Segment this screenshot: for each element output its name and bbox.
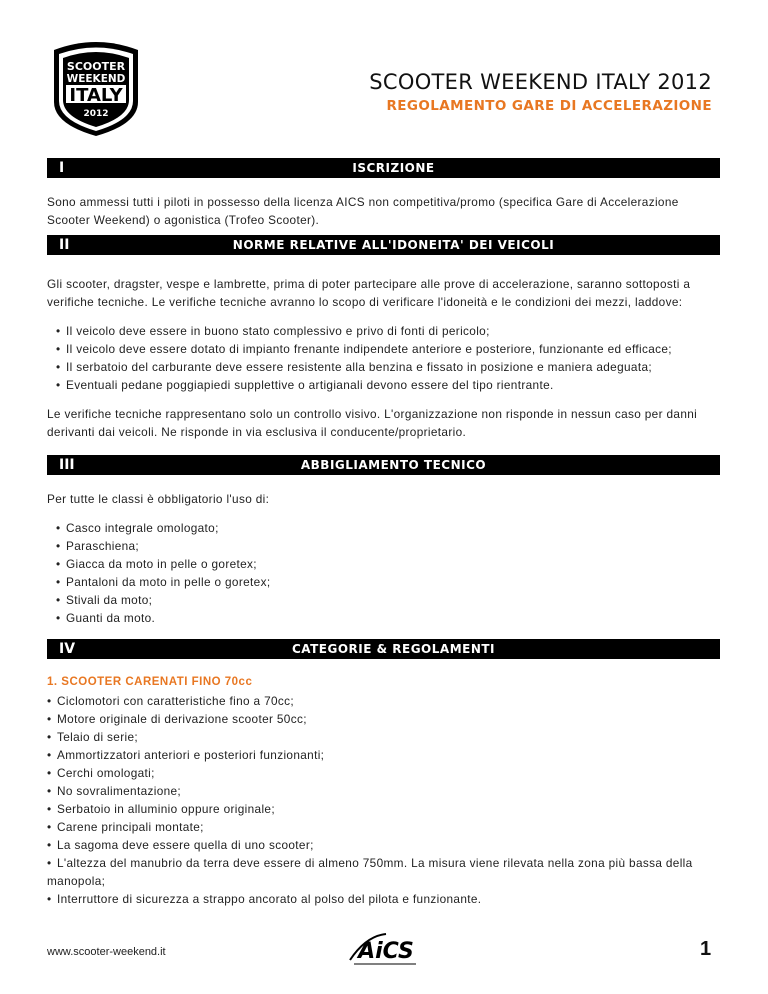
list-item: • No sovralimentazione; xyxy=(47,784,182,798)
section-3-intro: Per tutte le classi è obbligatorio l'uso di: xyxy=(47,492,270,506)
list-item: • La sagoma deve essere quella di uno scooter; xyxy=(47,838,314,852)
aics-logo xyxy=(346,930,422,970)
logo-line-1: SCOOTER xyxy=(66,60,126,73)
equipment-list xyxy=(56,519,270,627)
list-item: • Telaio di serie; xyxy=(47,730,139,744)
vehicle-requirements-list xyxy=(56,322,672,394)
list-item: • Pantaloni da moto in pelle o goretex; xyxy=(56,575,271,589)
scooter-weekend-logo xyxy=(50,36,142,138)
list-item: • Carene principali montate; xyxy=(47,820,204,834)
list-item: • Il serbatoio del carburante deve essere resistente alla benzina e fissato in posizione e maniera adeguata; xyxy=(56,360,652,374)
list-item: • Stivali da moto; xyxy=(56,593,153,607)
list-item: • Casco integrale omologato; xyxy=(56,521,219,535)
logo-line-2: WEEKEND xyxy=(66,73,126,85)
list-item: • Motore originale di derivazione scooter 50cc; xyxy=(47,712,307,726)
document-subtitle: REGOLAMENTO GARE DI ACCELERAZIONE xyxy=(386,98,712,114)
logo-line-3: ITALY xyxy=(69,85,123,106)
list-item: • Il veicolo deve essere dotato di impianto frenante indipendete anteriore e posteriore, funzionante ed efficace; xyxy=(56,342,672,356)
page-number: 1 xyxy=(700,938,712,960)
category-heading: 1. SCOOTER CARENATI FINO 70cc xyxy=(47,676,253,688)
list-item: • L'altezza del manubrio da terra deve essere di almeno 750mm. La misura viene rilevata nella zona più bassa della manopola; xyxy=(47,856,693,888)
section-title: NORME RELATIVE ALL'IDONEITA' DEI VEICOLI xyxy=(232,238,555,252)
section-2-note: Le verifiche tecniche rappresentano solo un controllo visivo. L'organizzazione non risponde in nessun caso per danni derivanti dai veicoli. Ne risponde in via esclusiva il conducente/proprietario. xyxy=(47,407,698,439)
aics-logo-text: AiCS xyxy=(358,939,414,964)
list-item: • Giacca da moto in pelle o goretex; xyxy=(56,557,257,571)
list-item: • Interruttore di sicurezza a strappo ancorato al polso del pilota e funzionante. xyxy=(47,892,482,906)
list-item: • Il veicolo deve essere in buono stato complessivo e privo di fonti di pericolo; xyxy=(56,324,490,338)
section-number: IV xyxy=(59,641,76,657)
category-rules-list xyxy=(47,692,720,908)
list-item: • Ammortizzatori anteriori e posteriori funzionanti; xyxy=(47,748,325,762)
document-title: SCOOTER WEEKEND ITALY 2012 xyxy=(369,70,712,94)
section-bar-3 xyxy=(47,455,720,475)
section-title: CATEGORIE & REGOLAMENTI xyxy=(291,642,496,656)
section-bar-2 xyxy=(47,235,720,255)
section-number: II xyxy=(59,237,70,253)
list-item: • Cerchi omologati; xyxy=(47,766,155,780)
footer-website-link[interactable]: www.scooter-weekend.it xyxy=(47,946,166,958)
section-2-intro: Gli scooter, dragster, vespe e lambrette, prima di poter partecipare alle prove di accelerazione, saranno sottoposti a verifiche tecniche. Le verifiche tecniche avranno lo scopo di verificare l'idoneità e le condizioni dei mezzi, laddove: xyxy=(47,277,691,309)
list-item: • Eventuali pedane poggiapiedi supplettive o artigianali devono essere del tipo rientrante. xyxy=(56,378,554,392)
section-number: I xyxy=(59,160,65,176)
logo-line-4: 2012 xyxy=(83,109,109,119)
section-title: ABBIGLIAMENTO TECNICO xyxy=(300,458,487,472)
section-bar-4 xyxy=(47,639,720,659)
section-number: III xyxy=(59,457,75,473)
list-item: • Guanti da moto. xyxy=(56,611,156,625)
section-bar-1 xyxy=(47,158,720,178)
section-title: ISCRIZIONE xyxy=(352,161,435,175)
list-item: • Ciclomotori con caratteristiche fino a 70cc; xyxy=(47,694,295,708)
section-1-paragraph: Sono ammessi tutti i piloti in possesso della licenza AICS non competitiva/promo (specifica Gare di Accelerazione Scooter Weekend) o agonistica (Trofeo Scooter). xyxy=(47,195,679,227)
list-item: • Paraschiena; xyxy=(56,539,140,553)
list-item: • Serbatoio in alluminio oppure originale; xyxy=(47,802,275,816)
